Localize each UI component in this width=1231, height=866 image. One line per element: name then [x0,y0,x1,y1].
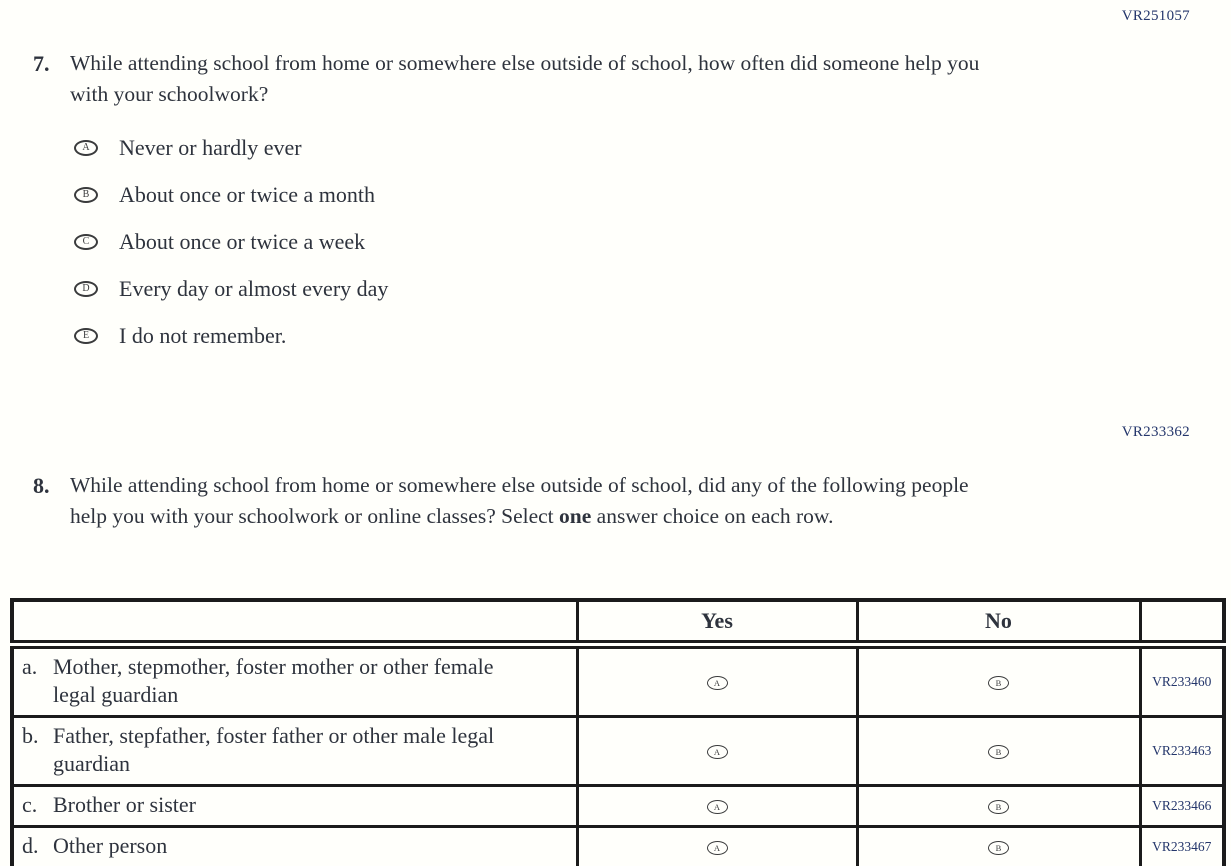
row-b-no-bubble[interactable]: B [988,745,1009,759]
table-row-c [12,785,1224,826]
row-c-vr-code: VR233466 [1140,785,1224,826]
answer-bubble-e[interactable]: E [74,328,98,344]
row-d-yes-bubble[interactable]: A [707,841,728,855]
question7 [33,48,985,110]
row-a-no-cell [857,644,1140,716]
question7-vr-code: VR251057 [1121,8,1190,24]
row-c-label-cell [12,785,577,826]
table-row-b [12,716,1224,785]
row-c-text: Brother or sister [53,791,196,817]
row-a-yes-cell [577,644,857,716]
table-header-row [12,600,1224,644]
question8-text-before: While attending school from home or somewhere else outside of school, did any of the following people help you with your schoolwork or online classes? Select [70,473,969,528]
question8-number: 8. [33,473,50,498]
row-a-no-bubble[interactable]: B [988,676,1009,690]
table-row-d [12,826,1224,866]
answer-bubble-a[interactable]: A [74,140,98,156]
answer-bubble-b[interactable]: B [74,187,98,203]
option-e-label: I do not remember. [119,322,287,348]
row-b-yes-cell [577,716,857,785]
answer-bubble-c[interactable]: C [74,234,98,250]
row-b-text: Father, stepfather, foster father or other male legal guardian [53,722,495,776]
row-b-vr-code: VR233463 [1140,716,1224,785]
option-b-label: About once or twice a month [119,181,375,207]
row-d-label-cell [12,826,577,866]
table-row-a [12,644,1224,716]
question7-text: While attending school from home or somewhere else outside of school, how often did someone help you with your schoolwork? [70,51,980,106]
header-code-empty [1140,600,1224,644]
row-d-no-bubble[interactable]: B [988,841,1009,855]
row-d-yes-cell [577,826,857,866]
question8 [33,470,995,532]
question8-text-after: answer choice on each row. [591,504,834,528]
answer-bubble-d[interactable]: D [74,281,98,297]
row-a-text: Mother, stepmother, foster mother or other female legal guardian [53,653,494,707]
option-c[interactable] [74,218,388,265]
row-b-letter: b. [22,722,39,748]
row-c-letter: c. [22,791,38,817]
row-c-yes-cell [577,785,857,826]
question8-answer-table [10,598,1226,866]
row-a-label-cell [12,644,577,716]
question7-number: 7. [33,51,50,76]
option-a[interactable] [74,124,388,171]
option-d-label: Every day or almost every day [119,275,389,301]
option-b[interactable] [74,171,388,218]
option-c-label: About once or twice a week [119,228,366,254]
row-a-yes-bubble[interactable]: A [707,676,728,690]
question8-text-bold: one [559,504,592,528]
header-yes: Yes [577,600,857,644]
row-d-no-cell [857,826,1140,866]
row-c-no-cell [857,785,1140,826]
option-e[interactable] [74,312,388,359]
question7-options [74,124,388,359]
row-b-no-cell [857,716,1140,785]
question8-text [70,470,995,532]
row-d-letter: d. [22,832,39,858]
row-a-vr-code: VR233460 [1140,644,1224,716]
header-no: No [857,600,1140,644]
option-d[interactable] [74,265,388,312]
row-c-no-bubble[interactable]: B [988,800,1009,814]
header-empty [12,600,577,644]
row-d-vr-code: VR233467 [1140,826,1224,866]
row-d-text: Other person [53,832,168,858]
row-c-yes-bubble[interactable]: A [707,800,728,814]
row-b-yes-bubble[interactable]: A [707,745,728,759]
row-a-letter: a. [22,653,38,679]
row-b-label-cell [12,716,577,785]
option-a-label: Never or hardly ever [119,134,302,160]
question8-vr-code: VR233362 [1121,424,1190,440]
